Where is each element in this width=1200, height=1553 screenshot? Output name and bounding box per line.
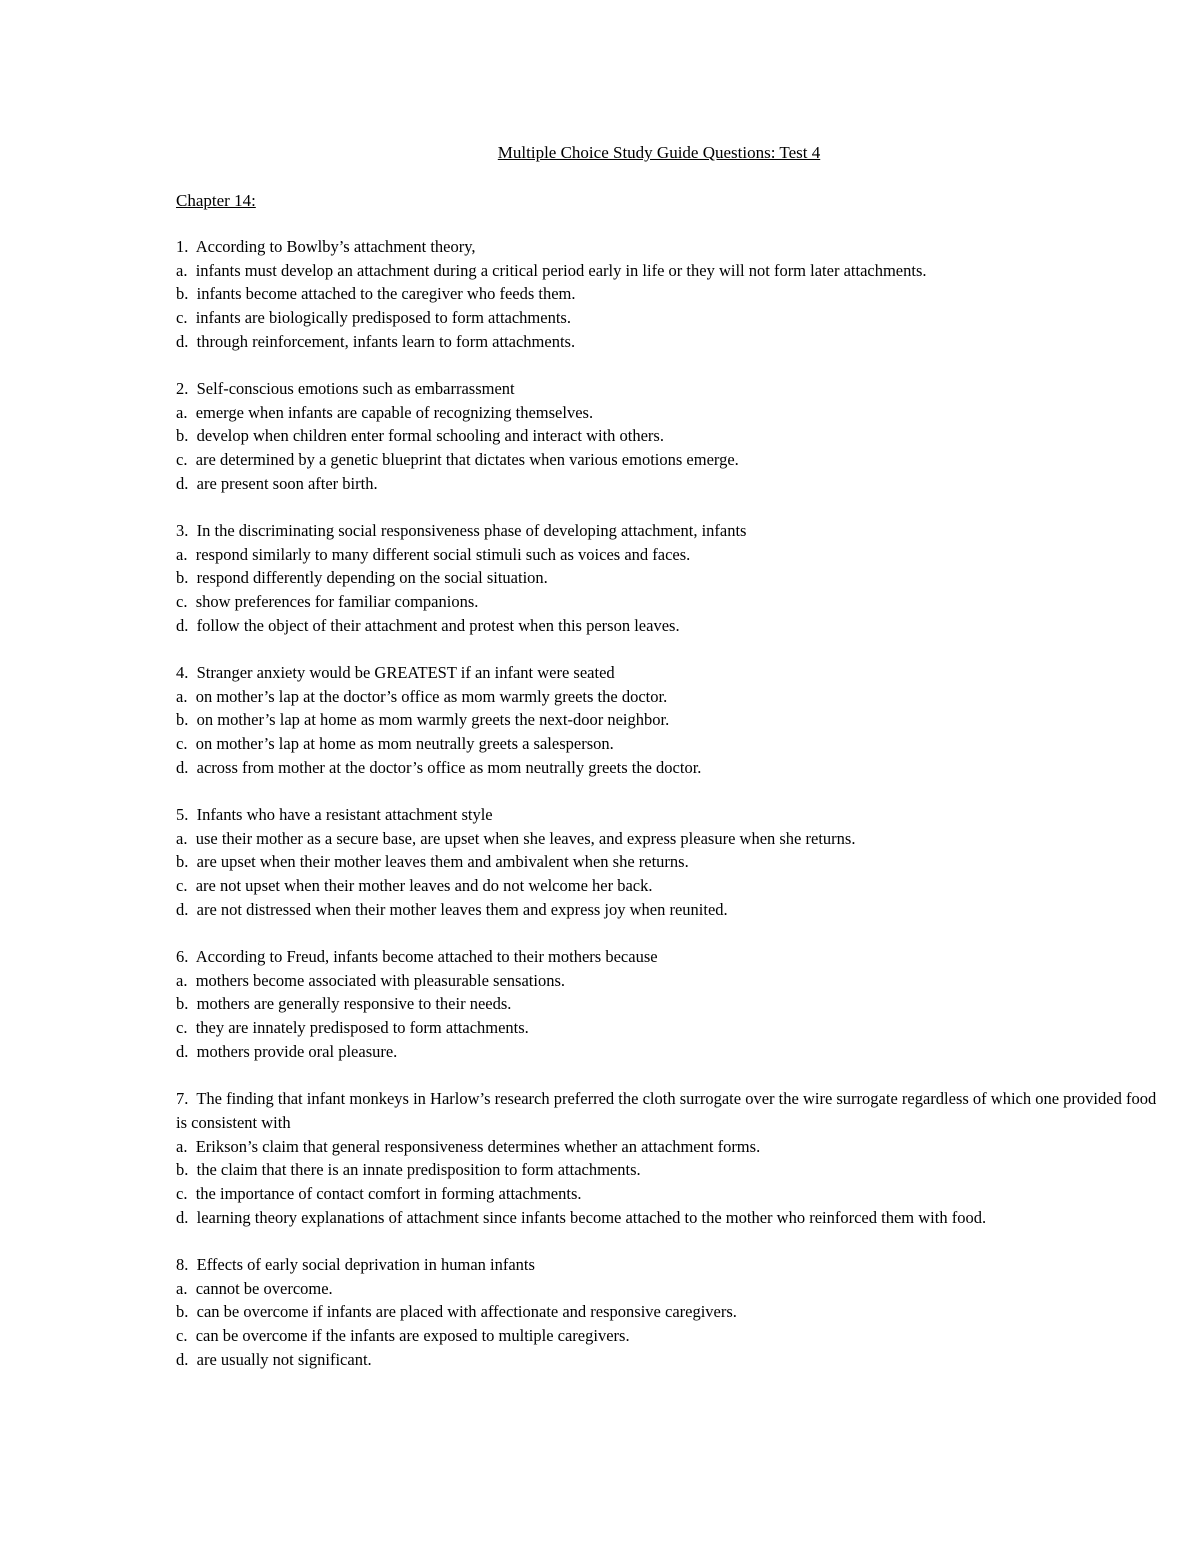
option-text: infants are biologically predisposed to form attachments. xyxy=(195,308,571,328)
option-text: infants must develop an attachment during a critical period early in life or they will not form later attachments. xyxy=(195,260,927,280)
question-stem xyxy=(176,661,1166,685)
answer-option-a xyxy=(176,543,1166,567)
question-stem xyxy=(176,235,1166,259)
answer-option-c xyxy=(176,874,1166,898)
question-stem-text: In the discriminating social responsiveness phase of developing attachment, infants xyxy=(196,521,747,541)
answer-option-a xyxy=(176,969,1166,993)
question-8 xyxy=(176,1253,1166,1372)
answer-option-a xyxy=(176,827,1166,851)
option-letter: b. xyxy=(176,284,189,304)
option-letter: c. xyxy=(176,876,188,896)
option-text: are determined by a genetic blueprint that dictates when various emotions emerge. xyxy=(195,450,739,470)
option-text: are usually not significant. xyxy=(196,1349,372,1369)
question-number: 6. xyxy=(176,947,189,967)
page-title: Multiple Choice Study Guide Questions: Test 4 xyxy=(497,143,821,162)
question-stem-text: Stranger anxiety would be GREATEST if an infant were seated xyxy=(196,663,615,683)
option-letter: d. xyxy=(176,757,189,777)
option-text: on mother’s lap at the doctor’s office as mom warmly greets the doctor. xyxy=(195,686,668,706)
question-number: 7. xyxy=(176,1089,189,1109)
option-letter: b. xyxy=(176,994,189,1014)
question-stem-text: Self-conscious emotions such as embarrassment xyxy=(196,379,515,399)
answer-option-d xyxy=(176,898,1166,922)
option-text: they are innately predisposed to form attachments. xyxy=(195,1018,529,1038)
question-stem-text: According to Bowlby’s attachment theory, xyxy=(195,237,476,256)
option-text: through reinforcement, infants learn to form attachments. xyxy=(196,331,576,351)
question-number: 3. xyxy=(176,521,189,541)
option-text: cannot be overcome. xyxy=(195,1278,333,1298)
option-letter: c. xyxy=(176,450,188,470)
answer-option-b xyxy=(176,1158,1166,1182)
answer-option-c xyxy=(176,1016,1166,1040)
option-text: mothers become associated with pleasurable sensations. xyxy=(195,970,566,990)
option-letter: a. xyxy=(176,970,188,990)
option-text: respond differently depending on the social situation. xyxy=(196,568,548,588)
option-letter: b. xyxy=(176,1302,189,1322)
option-letter: a. xyxy=(176,1136,188,1156)
answer-option-c xyxy=(176,590,1166,614)
question-number: 4. xyxy=(176,663,189,683)
answer-option-d xyxy=(176,614,1166,638)
answer-option-d xyxy=(176,330,1166,354)
question-4 xyxy=(176,661,1166,780)
option-text: mothers provide oral pleasure. xyxy=(196,1041,398,1061)
option-letter: b. xyxy=(176,852,189,872)
answer-option-a xyxy=(176,1277,1166,1301)
question-stem-text: The finding that infant monkeys in Harlow’s research preferred the cloth surrogate over the wire surrogate regardless of which one provided food is consistent with xyxy=(176,1089,1157,1132)
question-stem xyxy=(176,803,1166,827)
option-text: can be overcome if infants are placed with affectionate and responsive caregivers. xyxy=(196,1302,737,1322)
option-text: the importance of contact comfort in forming attachments. xyxy=(195,1183,582,1203)
option-letter: a. xyxy=(176,260,188,280)
question-number: 8. xyxy=(176,1254,189,1274)
answer-option-c xyxy=(176,1324,1166,1348)
option-text: use their mother as a secure base, are upset when she leaves, and express pleasure when she returns. xyxy=(195,828,856,848)
answer-option-b xyxy=(176,424,1166,448)
option-text: follow the object of their attachment and protest when this person leaves. xyxy=(196,615,680,635)
answer-option-d xyxy=(176,756,1166,780)
question-stem xyxy=(176,1087,1166,1134)
answer-option-a xyxy=(176,685,1166,709)
option-text: infants become attached to the caregiver who feeds them. xyxy=(196,284,576,304)
option-text: are upset when their mother leaves them and ambivalent when she returns. xyxy=(196,852,689,872)
option-letter: b. xyxy=(176,426,189,446)
question-3 xyxy=(176,519,1166,638)
option-text: learning theory explanations of attachment since infants become attached to the mother who reinforced them with food. xyxy=(196,1207,987,1227)
option-letter: b. xyxy=(176,1160,189,1180)
option-text: Erikson’s claim that general responsiveness determines whether an attachment forms. xyxy=(195,1136,761,1156)
option-letter: a. xyxy=(176,828,188,848)
option-text: across from mother at the doctor’s office as mom neutrally greets the doctor. xyxy=(196,757,702,777)
question-7 xyxy=(176,1087,1166,1229)
option-letter: c. xyxy=(176,308,188,328)
option-text: show preferences for familiar companions. xyxy=(195,592,479,612)
question-stem xyxy=(176,519,1166,543)
option-text: are not distressed when their mother leaves them and express joy when reunited. xyxy=(196,899,728,919)
answer-option-b xyxy=(176,282,1166,306)
option-letter: c. xyxy=(176,592,188,612)
answer-option-a xyxy=(176,401,1166,425)
option-text: respond similarly to many different social stimuli such as voices and faces. xyxy=(195,544,691,564)
option-letter: d. xyxy=(176,1349,189,1369)
answer-option-a xyxy=(176,1135,1166,1159)
option-letter: d. xyxy=(176,473,189,493)
option-letter: d. xyxy=(176,1207,189,1227)
question-stem xyxy=(176,1253,1166,1277)
answer-option-d xyxy=(176,472,1166,496)
answer-option-c xyxy=(176,1182,1166,1206)
option-text: on mother’s lap at home as mom warmly greets the next-door neighbor. xyxy=(196,710,670,730)
answer-option-c xyxy=(176,448,1166,472)
option-text: are present soon after birth. xyxy=(196,473,378,493)
question-stem-text: According to Freud, infants become attached to their mothers because xyxy=(195,947,658,967)
option-letter: d. xyxy=(176,615,189,635)
answer-option-d xyxy=(176,1206,1166,1230)
question-6 xyxy=(176,945,1166,1064)
question-number: 1. xyxy=(176,237,189,256)
option-letter: a. xyxy=(176,402,188,422)
question-1 xyxy=(176,235,1166,354)
answer-option-b xyxy=(176,1300,1166,1324)
question-list xyxy=(176,235,1166,1395)
option-letter: a. xyxy=(176,686,188,706)
answer-option-b xyxy=(176,992,1166,1016)
option-letter: d. xyxy=(176,331,189,351)
answer-option-c xyxy=(176,306,1166,330)
answer-option-b xyxy=(176,850,1166,874)
option-letter: a. xyxy=(176,544,188,564)
question-number: 2. xyxy=(176,379,189,399)
option-text: develop when children enter formal schooling and interact with others. xyxy=(196,426,664,446)
answer-option-b xyxy=(176,566,1166,590)
option-text: are not upset when their mother leaves and do not welcome her back. xyxy=(195,876,653,896)
option-text: on mother’s lap at home as mom neutrally greets a salesperson. xyxy=(195,734,614,754)
chapter-heading: Chapter 14: xyxy=(176,191,256,210)
option-letter: d. xyxy=(176,1041,189,1061)
option-letter: b. xyxy=(176,710,189,730)
question-number: 5. xyxy=(176,805,189,825)
option-text: the claim that there is an innate predisposition to form attachments. xyxy=(196,1160,641,1180)
option-letter: c. xyxy=(176,1183,188,1203)
option-letter: c. xyxy=(176,734,188,754)
option-letter: b. xyxy=(176,568,189,588)
option-text: mothers are generally responsive to their needs. xyxy=(196,994,512,1014)
answer-option-d xyxy=(176,1040,1166,1064)
answer-option-d xyxy=(176,1348,1166,1372)
question-2 xyxy=(176,377,1166,496)
option-text: can be overcome if the infants are exposed to multiple caregivers. xyxy=(195,1325,630,1345)
option-letter: d. xyxy=(176,899,189,919)
option-text: emerge when infants are capable of recognizing themselves. xyxy=(195,402,594,422)
question-stem-text: Effects of early social deprivation in human infants xyxy=(196,1254,535,1274)
question-5 xyxy=(176,803,1166,922)
option-letter: c. xyxy=(176,1018,188,1038)
answer-option-a xyxy=(176,259,1166,283)
answer-option-b xyxy=(176,708,1166,732)
question-stem xyxy=(176,377,1166,401)
option-letter: c. xyxy=(176,1325,188,1345)
question-stem xyxy=(176,945,1166,969)
question-stem-text: Infants who have a resistant attachment style xyxy=(196,805,493,825)
answer-option-c xyxy=(176,732,1166,756)
option-letter: a. xyxy=(176,1278,188,1298)
